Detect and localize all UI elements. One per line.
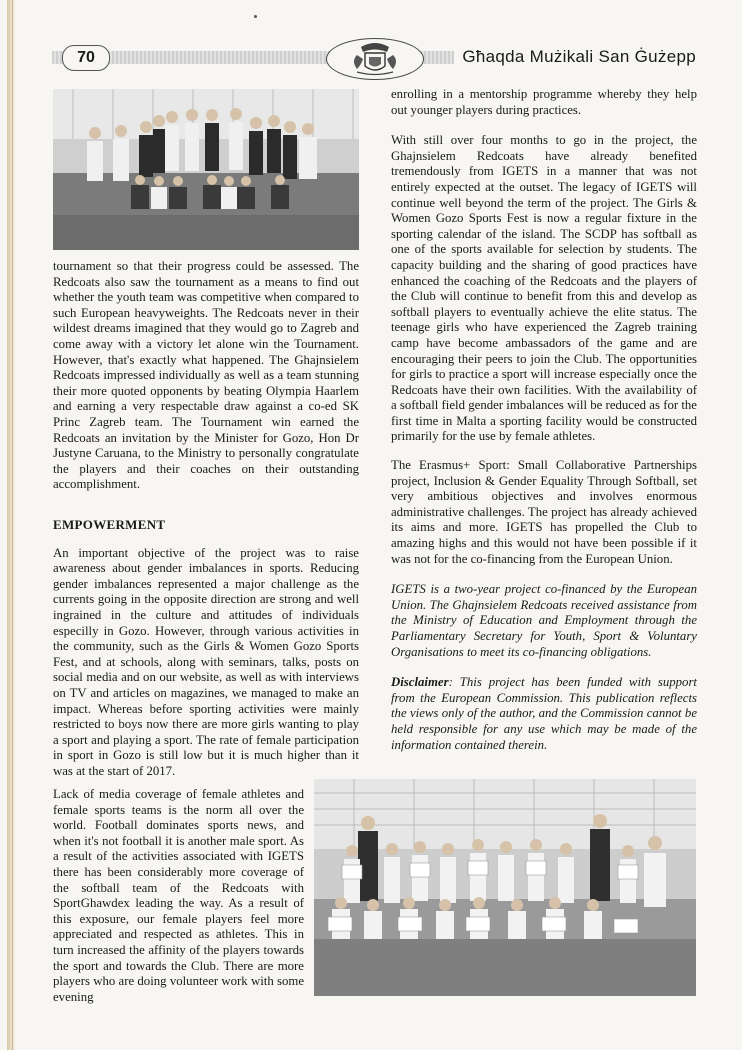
disclaimer-label: Disclaimer — [391, 675, 449, 690]
left-column-middle — [53, 517, 359, 795]
left-column-bottom — [53, 787, 304, 1020]
paragraph: The Erasmus+ Sport: Small Collaborative Partnerships project, Inclusion & Gender Equality Through Softball, set very ambitious objectives and involves enormous administrative challenges. The project has already achieved its aims and more. IGETS has propelled the Club to amazing highs and this would not have been possible if it was not for the co-financing from the European Union. — [391, 458, 697, 566]
page-fold-line — [12, 0, 13, 1050]
page-number-badge — [62, 45, 110, 71]
funding-note: IGETS is a two-year project co-financed by the European Union. The Ghajnsielem Redcoats received assistance from the Ministry of Education and Employment through the Parliamentary Secretary for Youth, Sport & Voluntary Organisations to meet its co-financing obligations. — [391, 582, 697, 659]
publication-title: Għaqda Mużikali San Ġużepp — [462, 47, 696, 66]
publication-title-wrap — [454, 45, 700, 69]
paragraph: tournament so that their progress could be assessed. The Redcoats also saw the tournament as a means to find out whether the youth team was competitive when compared to such European heavyweights. The Redcoats never in their wildest dreams imagined that they would go to Zagreb and come away with a victory let alone win the Tournament. However, that's exactly what happened. The Ghajnsielem Redcoats impressed individually as well as a team stunning their more quoted opponents by beating Olympia Haarlem and earning a very respectable draw against a co-ed SK Princ Zagreb team. The Tournament win earned the Redcoats an invitation by the Minister for Gozo, Hon Dr Justyne Caruana, to the Ministry to personally congratulate the players and their coaches on their outstanding accomplishment. — [53, 259, 359, 492]
youth-softball-team-photo-top — [53, 89, 359, 250]
crest-icon — [327, 39, 423, 79]
paragraph: enrolling in a mentorship programme whereby they help out younger players during practices. — [391, 87, 697, 117]
paragraph: An important objective of the project was to raise awareness about gender imbalances in sports. Reducing gender imbalances represented a major challenge as the currents going in the opposite direction are strong and well ingrained in the culture and attitudes of individuals especilly in Gozo. However, through various activities in the community, such as the Girls & Women Gozo Sports Fest, and at schools, along with seminars, talks, posts on social media and on our website, as well as with interviews on TV and articles on magazines, we managed to make an impact. Whereas before sporting activities were mainly restricted to boys now there are more girls wanting to play a sport and playing a sport. The rate of female participation in sport in Gozo is still low but it is much higher than it was at the start of 2017. — [53, 545, 359, 778]
disclaimer — [391, 675, 697, 753]
print-speck — [254, 15, 257, 18]
section-heading-empowerment: EMPOWERMENT — [53, 517, 166, 532]
page-number: 70 — [77, 49, 95, 66]
youth-softball-team-certificates-photo-bottom — [314, 779, 696, 996]
band-crest-emblem — [326, 38, 424, 80]
paragraph: With still over four months to go in the project, the Ghajnsielem Redcoats have already benefited tremendously from IGETS in a manner that was not entirely expected at the outset. The legacy of IGETS will continue well beyond the term of the project. The Girls & Women Gozo Sports Fest is now a regular fixture in the sporting calendar of the island. The SCDP has softball as one of the sports available for selection by students. The capacity building and the sharing of good practices have enhanced the coaching of the Redcoats and the players of the Club will continue to benefit from this and develop as softball players to eventually achieve the elite status. The teenage girls who have experienced the Zagreb training camp have become ambassadors of the game and are encouraging their peers to join the Club. The opportunities for girls to practice a sport will increase especially once the Redcoats have their own facilities. With the availability of a softball field gender imbalances will be reduced as for the first time in Malta a sporting facility would be constructed primarily for the use by female athletes. — [391, 133, 697, 444]
right-column — [391, 87, 697, 768]
disclaimer-text: : This project has been funded with support from the European Commission. This publication reflects the views only of the author, and the Commission cannot be held responsible for any use which may be made of the information contained therein. — [391, 675, 697, 752]
paragraph: Lack of media coverage of female athletes and female sports teams is the norm all over the world. Football dominates sports news, and when it's not football it is another male sport. As a result of the activities associated with IGETS there has been considerably more coverage of the softball team of the Redcoats with SportGhawdex leading the way. As a result of this exposure, our female players feel more appreciated and respected as athletes. This in turn increased the affinity of the players towards the sport and towards the Club. There are more players who are doing volunteer work with some evening — [53, 787, 304, 1004]
running-header — [52, 44, 700, 70]
left-column-top — [53, 259, 359, 508]
